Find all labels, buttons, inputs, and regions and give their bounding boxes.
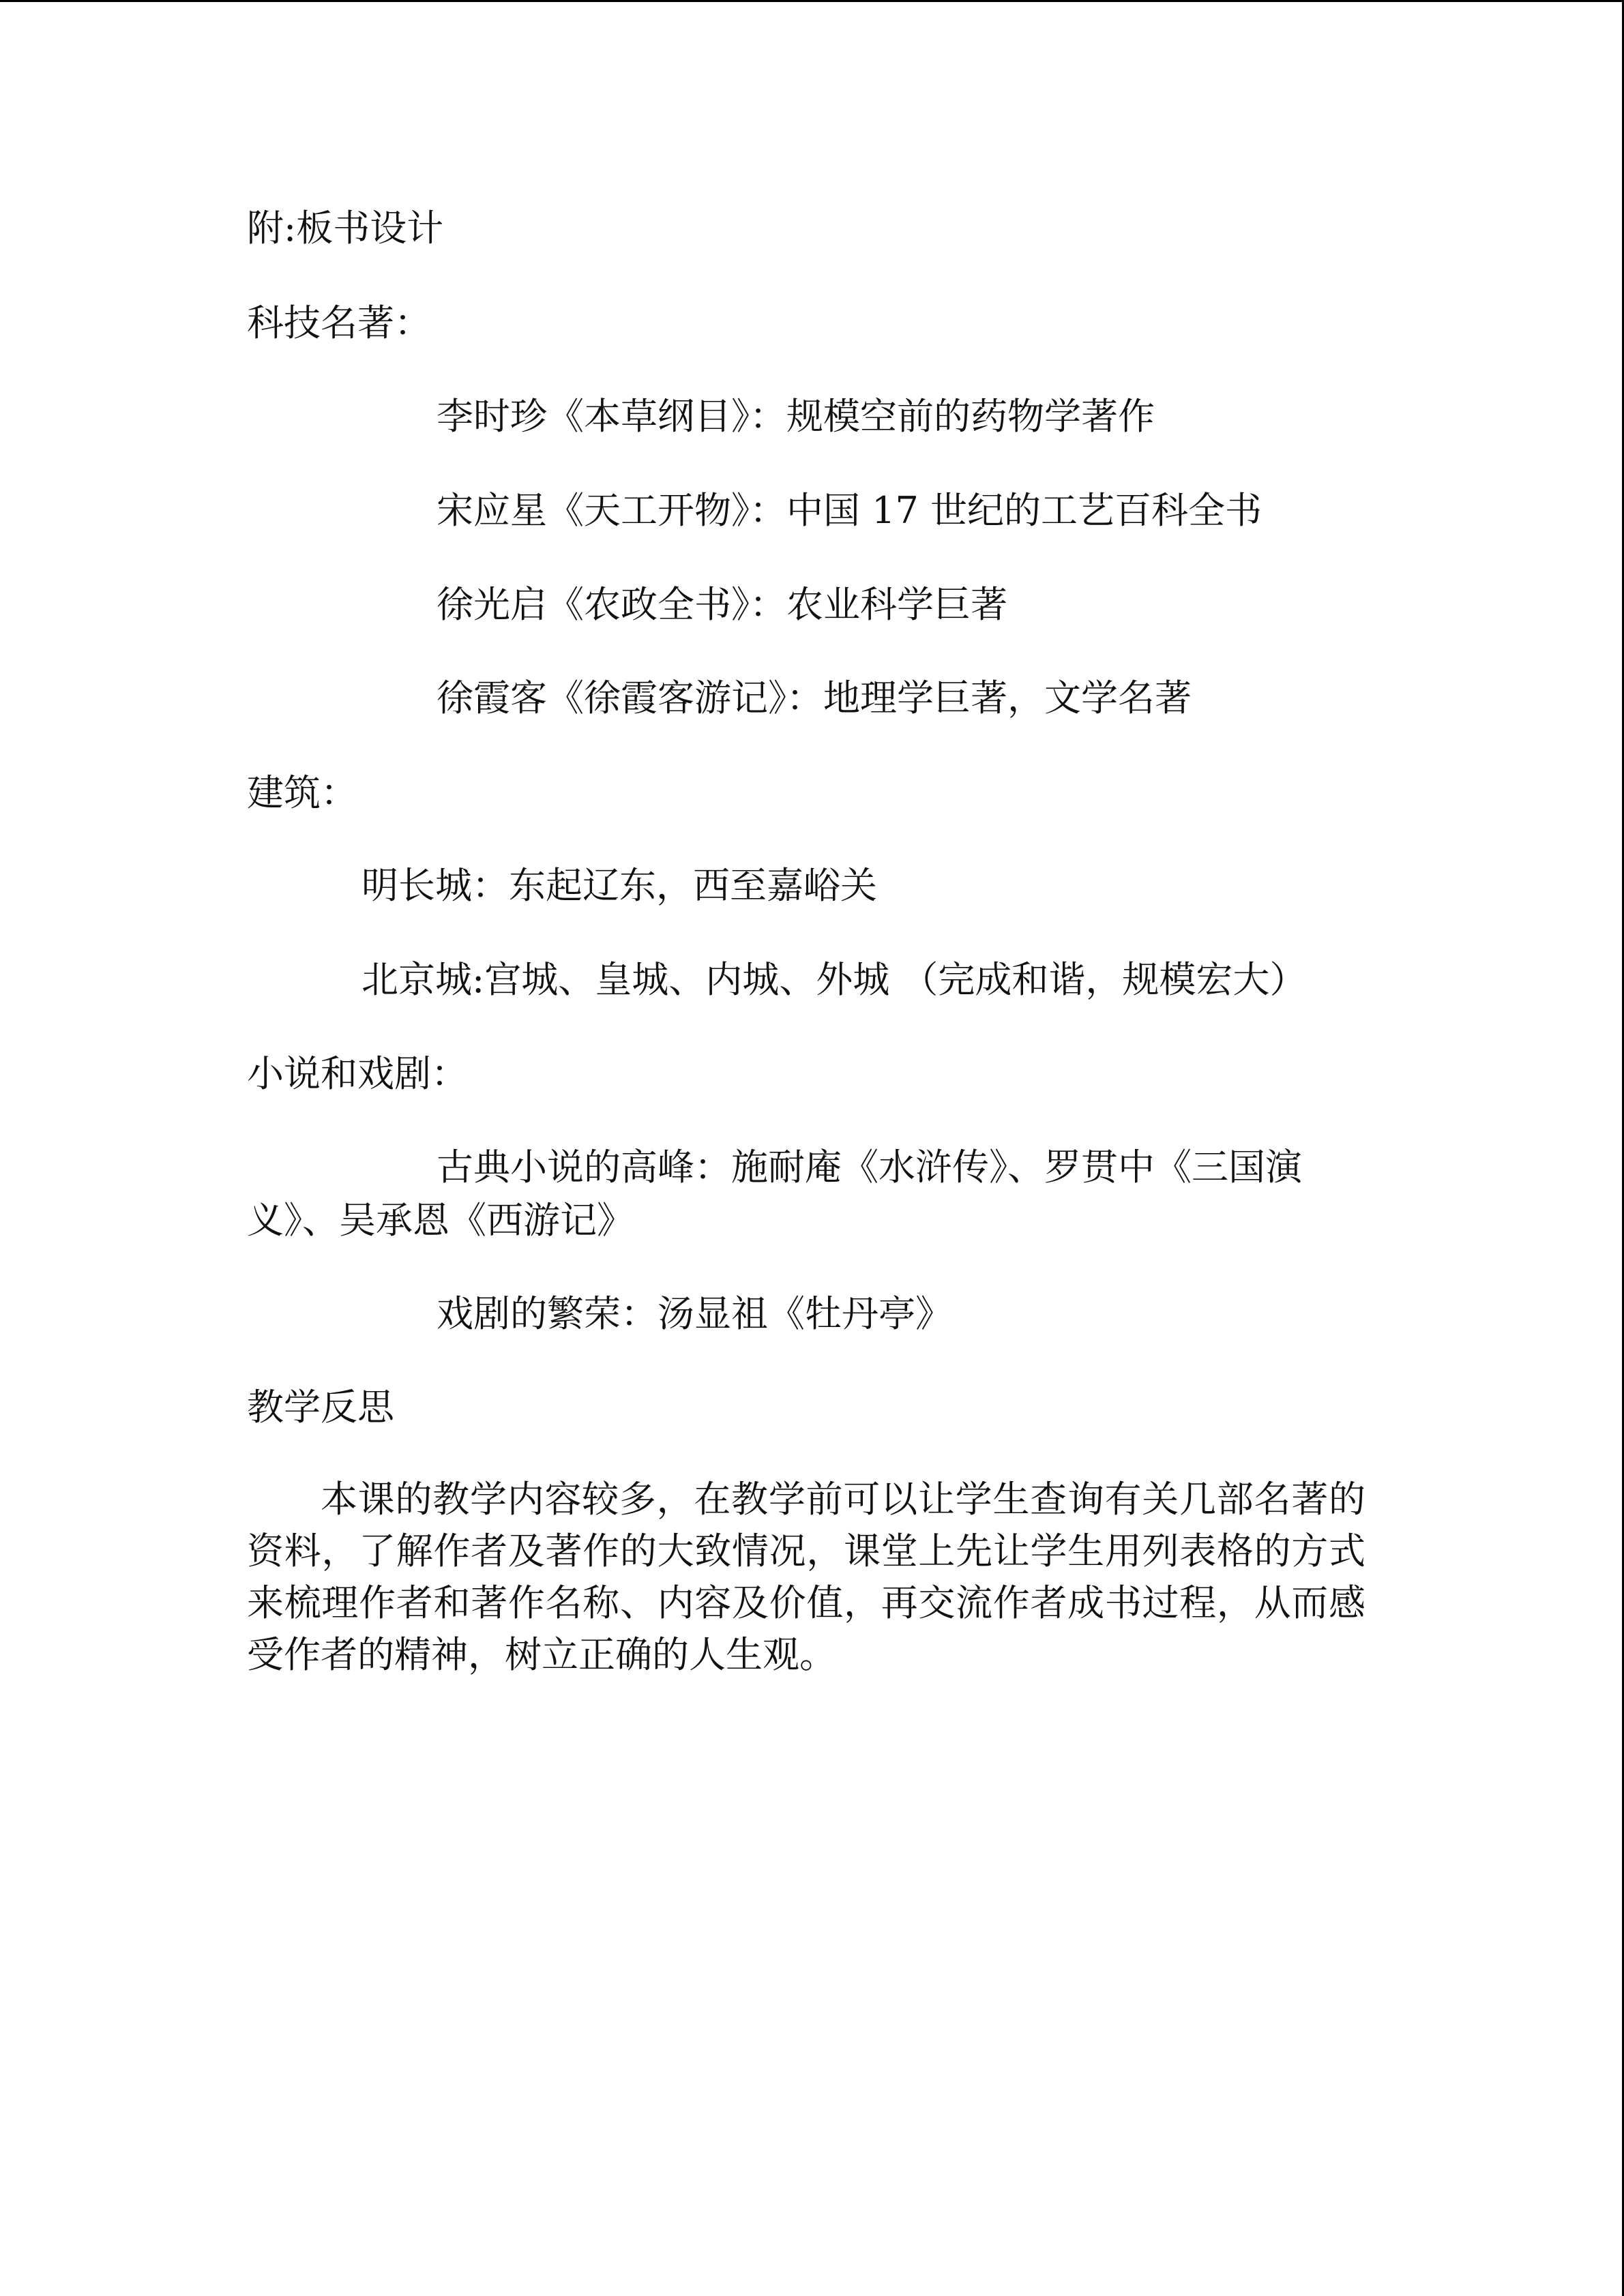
item-ming-great-wall: 明长城：东起辽东，西至嘉峪关 [361,864,877,907]
item-classic-novels-continued: 义》、吴承恩《西游记》 [247,1199,634,1242]
item-tiangong-kaiwu: 宋应星《天工开物》：中国 17 世纪的工艺百科全书 [437,489,1263,532]
section-heading-science-classics: 科技名著： [247,301,431,344]
board-design-title: 附:板书设计 [247,207,444,250]
item-beijing-city: 北京城:宫城、皇城、内城、外城 （完成和谐，规模宏大） [361,958,1307,1001]
reflection-heading: 教学反思 [247,1386,394,1429]
item-drama-prosperity: 戏剧的繁荣：汤显祖《牡丹亭》 [437,1292,952,1335]
item-xu-xiake-youji: 徐霞客《徐霞客游记》：地理学巨著，文学名著 [437,676,1192,719]
item-bencao-gangmu: 李时珍《本草纲目》：规模空前的药物学著作 [437,395,1155,438]
item-nongzheng-quanshu: 徐光启《农政全书》：农业科学巨著 [437,583,1007,626]
section-heading-architecture: 建筑： [247,771,357,814]
section-heading-novels-drama: 小说和戏剧： [247,1052,468,1095]
reflection-paragraph: 本课的教学内容较多，在教学前可以让学生查询有关几部名著的资料，了解作者及著作的大致情况，课堂上先让学生用列表格的方式来梳理作者和著作名称、内容及价值，再交流作者成书过程，从而感受作者的精神，树立正确的人生观。 [247,1478,1365,1676]
item-classic-novels: 古典小说的高峰：施耐庵《水浒传》、罗贯中《三国演 [437,1146,1302,1189]
